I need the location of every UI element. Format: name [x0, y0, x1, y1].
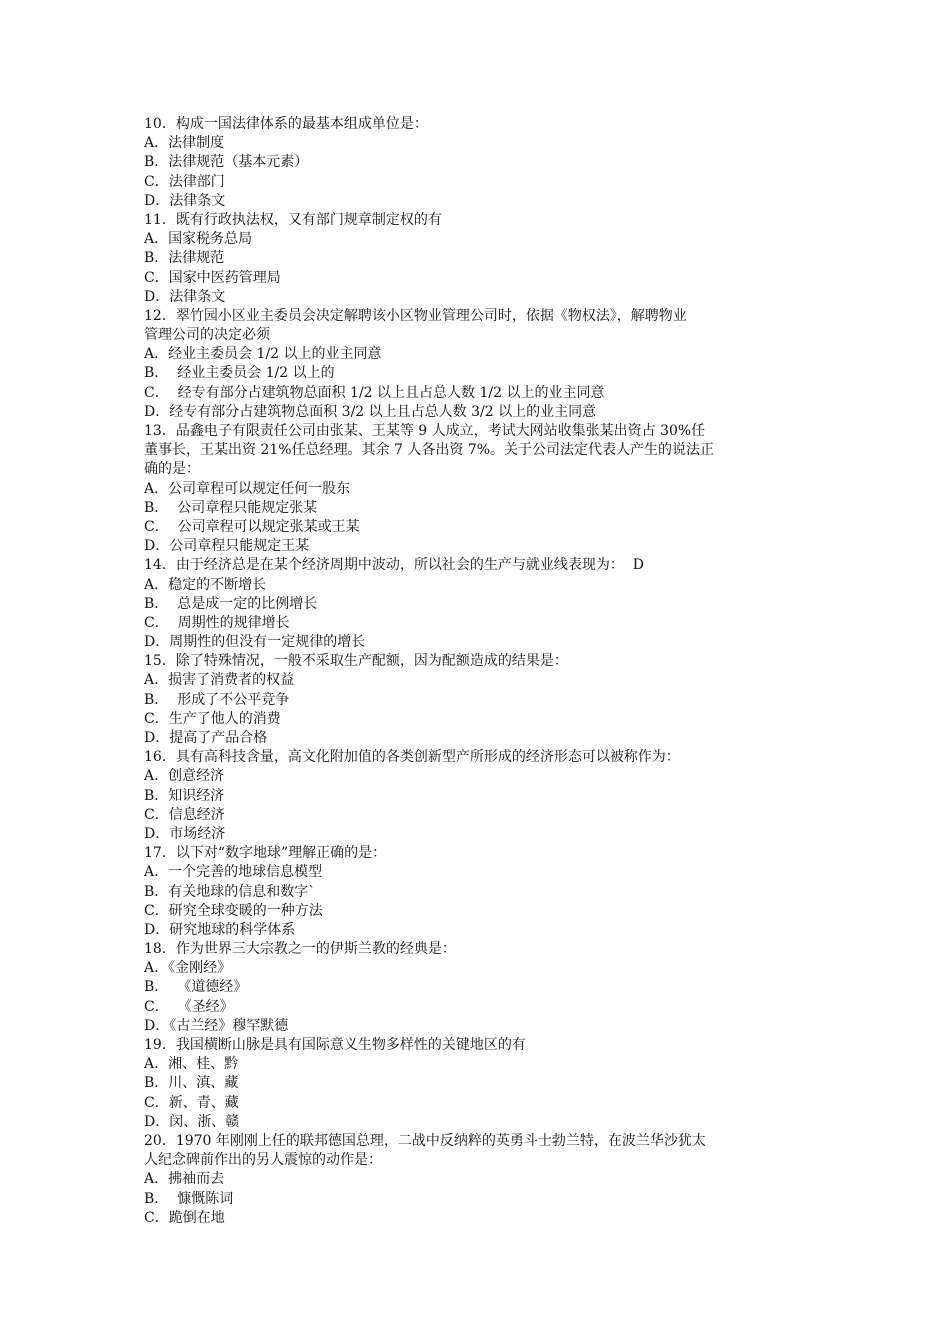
- option-b: B． 总是成一定的比例增长: [144, 595, 318, 612]
- option-a: A．国家税务总局: [144, 231, 253, 248]
- option-c: C．跪倒在地: [144, 1209, 225, 1226]
- option-a: A．损害了消费者的权益: [144, 672, 295, 689]
- question-stem: 12．翠竹园小区业主委员会决定解聘该小区物业管理公司时，依据《物权法》，解聘物业: [144, 307, 687, 324]
- question-11: [144, 211, 814, 307]
- option-c: C．生产了他人的消费: [144, 710, 281, 727]
- question-10: [144, 115, 814, 211]
- question-17: [144, 844, 814, 940]
- option-d: D．法律条文: [144, 192, 226, 209]
- option-a: A．《金刚经》: [144, 960, 232, 977]
- question-stem: 13．品鑫电子有限责任公司由张某、王某等 9 人成立，考试大网站收集张某出资占 30%任: [144, 423, 706, 439]
- question-15: [144, 652, 814, 748]
- option-b: B．法律规范: [144, 250, 225, 267]
- option-c: C．国家中医药管理局: [144, 269, 281, 286]
- document-page: [144, 115, 814, 1228]
- question-stem: 16．具有高科技含量，高文化附加值的各类创新型产所形成的经济形态可以被称作为：: [144, 749, 680, 766]
- option-b: B．川、滇、藏: [144, 1075, 239, 1092]
- option-b: B． 公司章程只能规定张某: [144, 499, 318, 516]
- option-c: C．法律部门: [144, 173, 225, 190]
- question-stem: 14．由于经济总是在某个经济周期中波动，所以社会的生产与就业线表现为： D: [144, 557, 644, 574]
- option-b: B．知识经济: [144, 787, 225, 804]
- option-a: A．稳定的不断增长: [144, 576, 267, 593]
- question-20: [144, 1132, 814, 1228]
- option-a: A．经业主委员会 1/2 以上的业主同意: [144, 346, 382, 363]
- option-b: B． 《道德经》: [144, 979, 248, 996]
- option-c: C．新、青、藏: [144, 1094, 239, 1111]
- option-c: C． 经专有部分占建筑物总面积 1/2 以上且占总人数 1/2 以上的业主同意: [144, 384, 605, 401]
- option-d: D．市场经济: [144, 825, 226, 842]
- option-b: B． 形成了不公平竞争: [144, 691, 290, 708]
- question-stem: 19．我国横断山脉是具有国际意义生物多样性的关键地区的有: [144, 1037, 526, 1053]
- question-stem-continued: 董事长，王某出资 21%任总经理。其余 7 人各出资 7%。关于公司法定代表人产生的说法正: [144, 442, 715, 459]
- question-stem: 17．以下对“数字地球”理解正确的是：: [144, 845, 387, 862]
- question-19: [144, 1036, 814, 1132]
- option-b: B．有关地球的信息和数字`: [144, 883, 316, 900]
- option-d: D．闵、浙、赣: [144, 1113, 240, 1130]
- question-stem: 15．除了特殊情况，一般不采取生产配额，因为配额造成的结果是：: [144, 653, 568, 670]
- option-c: C． 公司章程可以规定张某或王某: [144, 518, 360, 535]
- option-b: B．法律规范（基本元素）: [144, 154, 309, 171]
- option-c: C．研究全球变暖的一种方法: [144, 902, 323, 919]
- option-d: D．研究地球的科学体系: [144, 921, 296, 938]
- option-d: D．法律条文: [144, 288, 226, 305]
- question-stem-continued: 人纪念碑前作出的另人震惊的动作是：: [144, 1152, 382, 1169]
- option-a: A．创意经济: [144, 768, 225, 785]
- question-18: [144, 940, 814, 1036]
- question-stem-continued: 管理公司的决定必须: [144, 327, 270, 344]
- option-c: C． 《圣经》: [144, 998, 234, 1015]
- option-c: C．信息经济: [144, 806, 225, 823]
- question-16: [144, 748, 814, 844]
- option-c: C． 周期性的规律增长: [144, 614, 290, 631]
- option-d: D．公司章程只能规定王某: [144, 538, 310, 555]
- question-stem: 11．既有行政执法权，又有部门规章制定权的有: [144, 211, 442, 228]
- question-stem-continued: 确的是：: [144, 461, 200, 478]
- question-stem: 20．1970 年刚刚上任的联邦德国总理，二战中反纳粹的英勇斗士勃兰特，在波兰华沙犹太: [144, 1132, 706, 1149]
- question-14: [144, 556, 814, 652]
- option-d: D．《古兰经》穆罕默德: [144, 1017, 289, 1034]
- option-a: A．公司章程可以规定任何一股东: [144, 480, 351, 497]
- option-a: A．一个完善的地球信息模型: [144, 864, 323, 881]
- question-12: [144, 307, 814, 422]
- question-stem: 18．作为世界三大宗教之一的伊斯兰教的经典是：: [144, 941, 456, 958]
- option-b: B． 经业主委员会 1/2 以上的: [144, 365, 335, 382]
- option-d: D．提高了产品合格: [144, 730, 268, 746]
- question-stem: 10．构成一国法律体系的最基本组成单位是：: [144, 116, 428, 132]
- option-b: B． 慷慨陈词: [144, 1190, 234, 1207]
- option-d: D．经专有部分占建筑物总面积 3/2 以上且占总人数 3/2 以上的业主同意: [144, 403, 597, 420]
- option-a: A．法律制度: [144, 135, 225, 152]
- option-a: A．湘、桂、黔: [144, 1056, 239, 1073]
- option-a: A．拂袖而去: [144, 1171, 225, 1188]
- option-d: D．周期性的但没有一定规律的增长: [144, 634, 366, 651]
- question-13: [144, 422, 814, 556]
